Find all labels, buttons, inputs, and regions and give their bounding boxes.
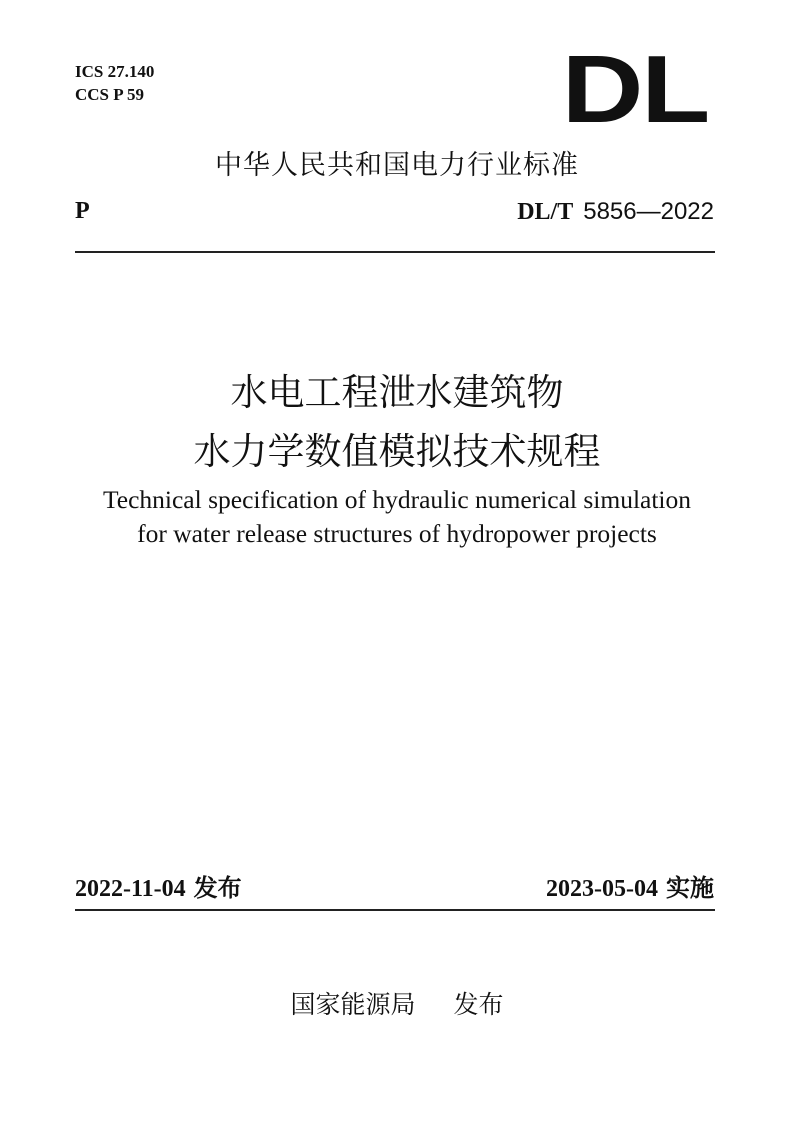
title-en-line1: Technical specification of hydraulic numerical simulation — [102, 485, 692, 514]
standard-code: 5856—2022 — [583, 198, 714, 225]
dl-logo: DL — [561, 36, 708, 143]
publisher-label: 发布 — [453, 990, 504, 1019]
standard-number — [517, 198, 714, 226]
classification-code: P — [75, 198, 90, 224]
top-divider — [75, 251, 715, 253]
issue-date-line — [75, 868, 242, 903]
ccs-code: CCS P 59 — [75, 85, 144, 104]
standard-prefix: DL/T — [517, 199, 574, 225]
publisher-line — [0, 985, 794, 1021]
issue-label: 发布 — [193, 874, 242, 902]
title-cn-line1: 水电工程泄水建筑物 — [230, 371, 564, 414]
publisher-name: 国家能源局 — [290, 990, 416, 1019]
title-cn-line2: 水力学数值模拟技术规程 — [193, 430, 601, 473]
implement-date-line — [546, 868, 714, 903]
ics-ccs-block — [75, 60, 154, 106]
implement-label: 实施 — [666, 874, 714, 902]
bottom-divider — [75, 909, 715, 911]
implement-date: 2023-05-04 — [546, 876, 658, 902]
issue-date: 2022-11-04 — [75, 876, 186, 902]
industry-standard-title: 中华人民共和国电力行业标准 — [215, 150, 579, 181]
ics-code: ICS 27.140 — [75, 62, 155, 81]
title-en-line2: for water release structures of hydropower projects — [137, 519, 657, 548]
